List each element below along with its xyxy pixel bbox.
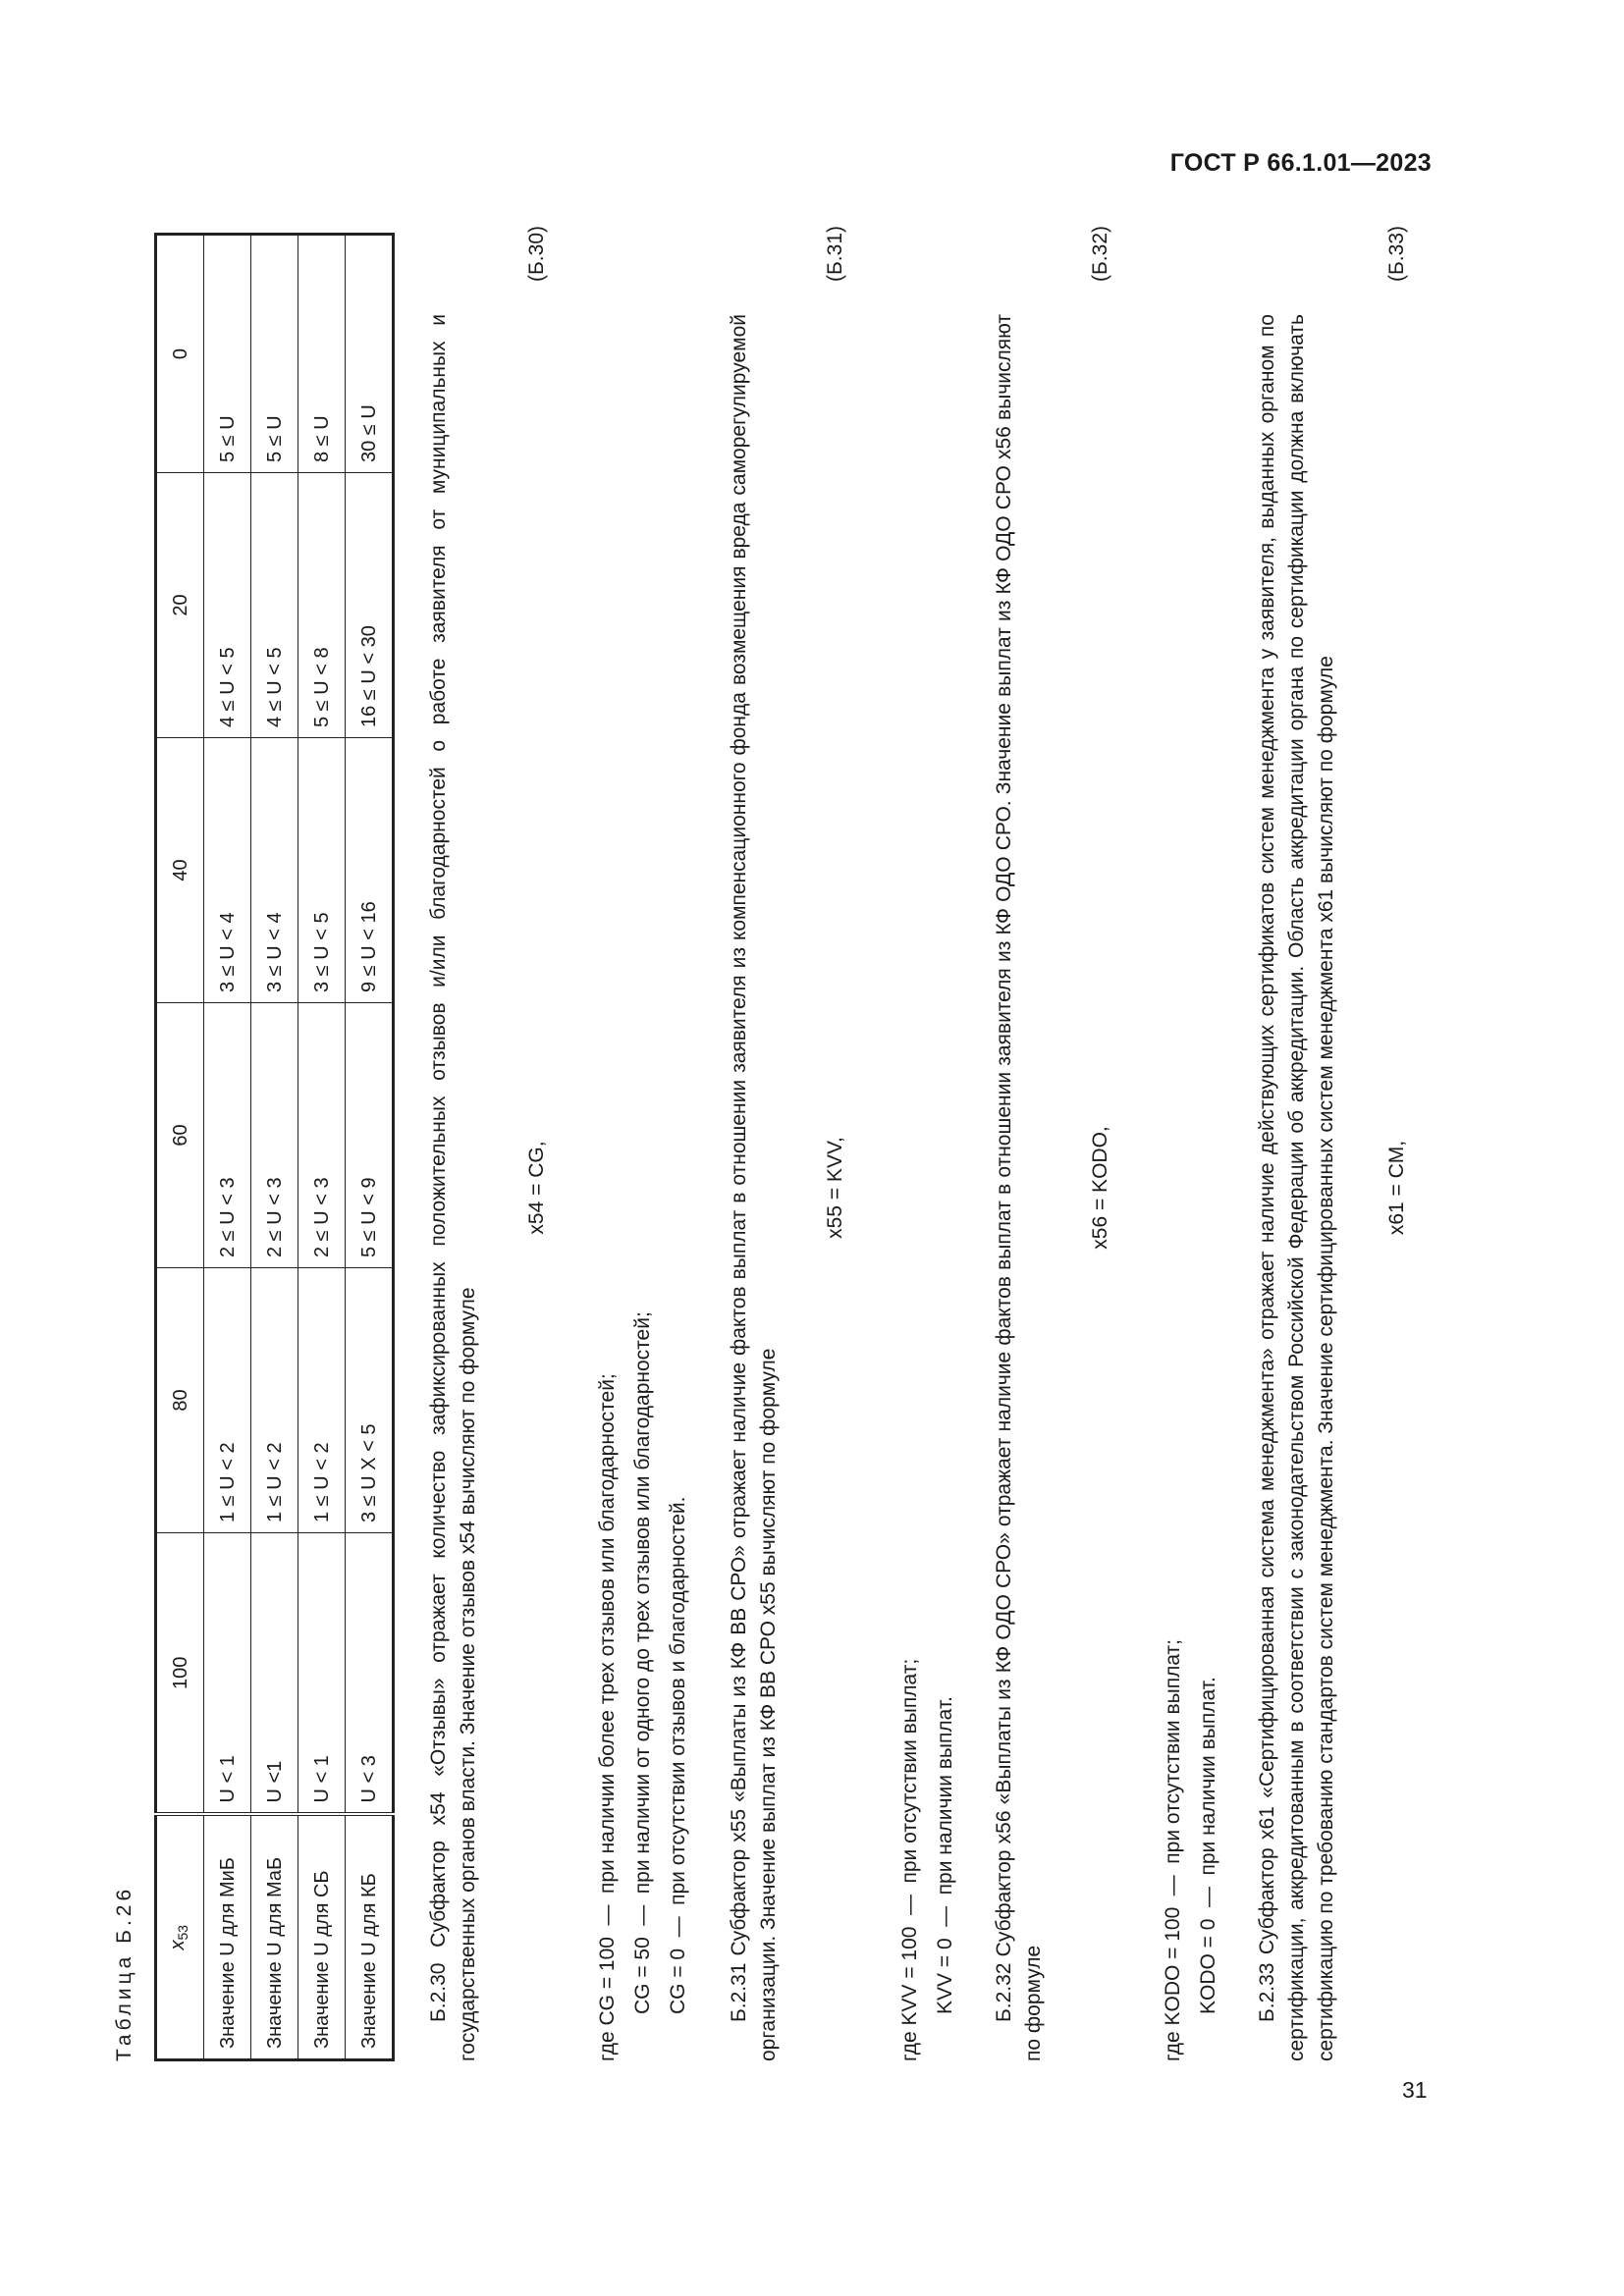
table-cell: 3 ≤ U < 4 bbox=[204, 738, 251, 1003]
table-col-header: 60 bbox=[156, 1003, 204, 1268]
table-cell: 1 ≤ U < 2 bbox=[251, 1268, 298, 1533]
table-row-label: Значение U для МиБ bbox=[204, 1815, 251, 2060]
table-cell: 3 ≤ U < 4 bbox=[251, 738, 298, 1003]
table-corner-label: $x_{53}$ bbox=[156, 1815, 204, 2060]
where-desc: при наличии более трех отзывов или благодарностей; bbox=[596, 1373, 619, 1895]
where-term: CG = 0 bbox=[667, 1948, 689, 2014]
rotated-content bbox=[110, 226, 1426, 2061]
formula-number-b30: (Б.30) bbox=[525, 226, 548, 282]
table-cell: 5 ≤ U bbox=[204, 235, 251, 473]
where-term: KVV = 0 bbox=[934, 1938, 956, 2014]
table-cell: 2 ≤ U < 3 bbox=[204, 1003, 251, 1268]
where-item bbox=[664, 1497, 693, 2014]
table-row bbox=[251, 235, 298, 2060]
clause-b2-33-text: Б.2.33 Субфактор x61 «Сертифицированная система менеджмента» отражает наличие действующих сертификатов систем менеджмента у заявителя, выданных органом по сертификации, аккредитованным в соответствии с законодательством Российской Федерации об аккредитации. Область аккредитации органа по сертификации должна включать сертификацию по требованию стандартов систем менеджмента. Значение сертифицированных систем менеджмента x61 вычисляют по формуле bbox=[1256, 314, 1337, 2061]
table-row bbox=[346, 235, 394, 2060]
dash-glyph: — bbox=[596, 1904, 619, 1926]
table-b26 bbox=[154, 233, 395, 2061]
where-desc: при отсутствии отзывов и благодарностей. bbox=[667, 1496, 689, 1905]
dash-glyph: — bbox=[631, 1904, 654, 1926]
where-term: где KODO = 100 bbox=[1162, 1906, 1184, 2061]
table-cell: 1 ≤ U < 2 bbox=[204, 1268, 251, 1533]
table-cell: 30 ≤ U bbox=[346, 235, 394, 473]
table-col-header: 40 bbox=[156, 738, 204, 1003]
table-cell: U < 3 bbox=[346, 1533, 394, 1815]
dash-glyph: — bbox=[667, 1916, 689, 1938]
where-term: KODO = 0 bbox=[1197, 1918, 1219, 2014]
table-cell: 5 ≤ U < 9 bbox=[346, 1003, 394, 1268]
table-col-header: 0 bbox=[156, 235, 204, 473]
dash-glyph: — bbox=[898, 1895, 921, 1916]
table-col-header: 100 bbox=[156, 1533, 204, 1815]
where-item bbox=[931, 1696, 960, 2014]
where-desc: при отсутствии выплат; bbox=[1162, 1638, 1184, 1864]
dash-glyph: — bbox=[1162, 1875, 1184, 1896]
table-row-label: Значение U для СБ bbox=[298, 1815, 346, 2060]
where-item bbox=[628, 1311, 658, 2014]
table-cell: 1 ≤ U < 2 bbox=[298, 1268, 346, 1533]
formula-number-b31: (Б.31) bbox=[824, 226, 846, 282]
table-header-row bbox=[156, 235, 204, 2060]
table-cell: 3 ≤ U X < 5 bbox=[346, 1268, 394, 1533]
formula-b30: x54 = CG, bbox=[525, 1141, 548, 1235]
formula-b33: x61 = CM, bbox=[1385, 1140, 1408, 1236]
table-col-header: 80 bbox=[156, 1268, 204, 1533]
formula-number-b32: (Б.32) bbox=[1089, 226, 1111, 282]
formula-b31: x55 = KVV, bbox=[824, 1137, 846, 1239]
where-item bbox=[895, 1659, 925, 2061]
table-cell: 2 ≤ U < 3 bbox=[251, 1003, 298, 1268]
table-cell: 2 ≤ U < 3 bbox=[298, 1003, 346, 1268]
where-item bbox=[1159, 1639, 1188, 2061]
where-desc: при наличии выплат. bbox=[1197, 1677, 1219, 1876]
table-cell: 4 ≤ U < 5 bbox=[204, 473, 251, 738]
where-item bbox=[593, 1373, 623, 2061]
table-cell: 9 ≤ U < 16 bbox=[346, 738, 394, 1003]
where-item bbox=[1194, 1677, 1223, 2014]
where-term: где CG = 100 bbox=[596, 1937, 619, 2061]
formula-number-b33: (Б.33) bbox=[1385, 226, 1408, 282]
table-cell: 5 ≤ U < 8 bbox=[298, 473, 346, 738]
table-cell: 16 ≤ U < 30 bbox=[346, 473, 394, 738]
where-desc: при отсутствии выплат; bbox=[898, 1658, 921, 1884]
table-row-label: Значение U для КБ bbox=[346, 1815, 394, 2060]
dash-glyph: — bbox=[1197, 1887, 1219, 1908]
table-cell: U <1 bbox=[251, 1533, 298, 1815]
table-row bbox=[298, 235, 346, 2060]
table-row bbox=[204, 235, 251, 2060]
clause-b2-31-text: Б.2.31 Субфактор x55 «Выплаты из КФ ВВ СРО» отражает наличие фактов выплат в отношении заявителя из компенсационного фонда возмещения вреда саморегулируемой организации. Значение выплат из КФ ВВ СРО x55 вычисляют по формуле bbox=[728, 314, 780, 2061]
clause-b2-32-text: Б.2.32 Субфактор x56 «Выплаты из КФ ОДО СРО» отражает наличие фактов выплат в отношении заявителя из КФ ОДО СРО. Значение выплат из КФ ОДО СРО x56 вычисляют по формуле bbox=[993, 314, 1045, 2061]
table-cell: 8 ≤ U bbox=[298, 235, 346, 473]
formula-b32: x56 = KODO, bbox=[1089, 1126, 1111, 1250]
table-row-label: Значение U для МаБ bbox=[251, 1815, 298, 2060]
table-cell: U < 1 bbox=[298, 1533, 346, 1815]
table-cell: 3 ≤ U < 5 bbox=[298, 738, 346, 1003]
where-term: где KVV = 100 bbox=[898, 1926, 921, 2061]
where-desc: при наличии выплат. bbox=[934, 1696, 956, 1896]
table-cell: U < 1 bbox=[204, 1533, 251, 1815]
dash-glyph: — bbox=[934, 1905, 956, 1927]
document-code: ГОСТ Р 66.1.01—2023 bbox=[1169, 149, 1432, 177]
clause-b2-30-text: Б.2.30 Субфактор x54 «Отзывы» отражает количество зафиксированных положительных отзывов и/или благодарностей о работе заявителя от муниципальных и государственных органов власти. Значение отзывов x54 вычисляют по формуле bbox=[427, 314, 479, 2061]
table-cell: 4 ≤ U < 5 bbox=[251, 473, 298, 738]
page-number: 31 bbox=[1402, 2077, 1428, 2103]
table-col-header: 20 bbox=[156, 473, 204, 738]
where-term: CG = 50 bbox=[631, 1937, 654, 2014]
where-desc: при наличии от одного до трех отзывов или благодарностей; bbox=[631, 1311, 654, 1895]
table-cell: 5 ≤ U bbox=[251, 235, 298, 473]
table-caption: Таблица Б.26 bbox=[113, 1885, 135, 2061]
